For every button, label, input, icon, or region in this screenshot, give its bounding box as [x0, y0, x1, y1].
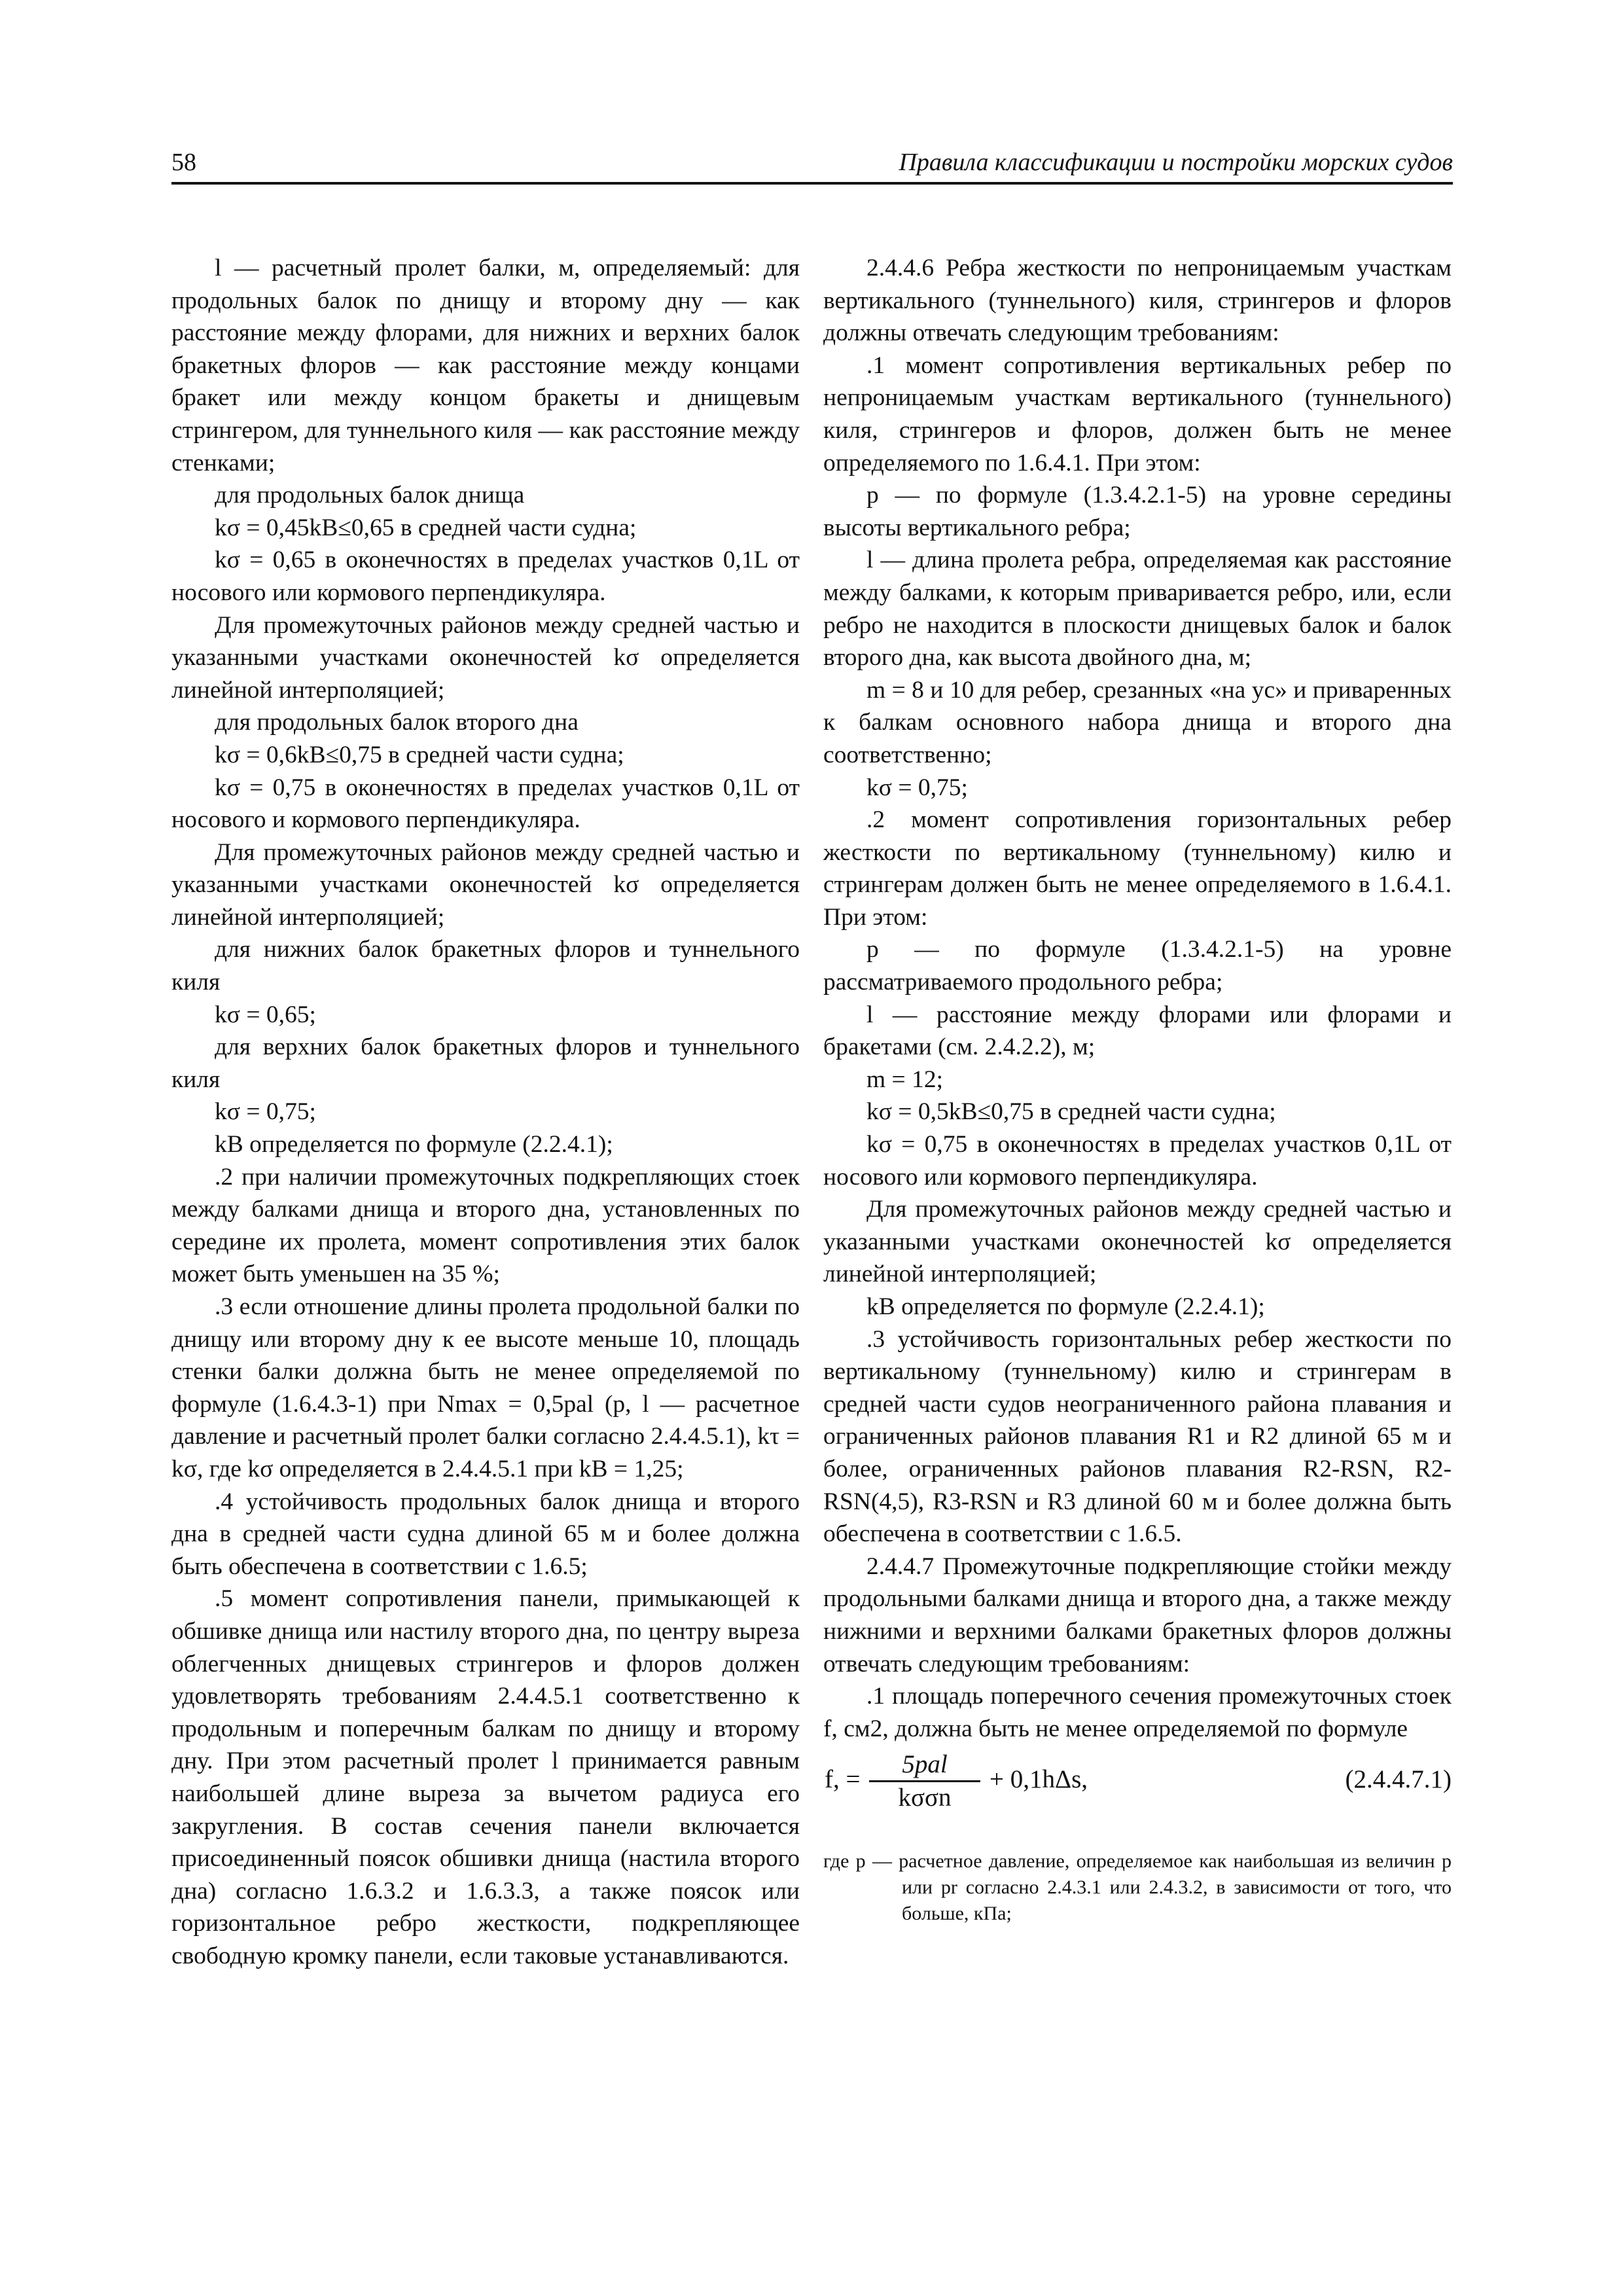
paragraph: для верхних балок бракетных флоров и туннельного киля	[171, 1033, 800, 1093]
paragraph: Для промежуточных районов между средней частью и указанными участками оконечностей kσ определяется линейной интерполяцией;	[171, 838, 800, 931]
paragraph: 2.4.4.6 Ребра жесткости по непроницаемым участкам вертикального (туннельного) киля, стрингеров и флоров должны отвечать следующим требованиям:	[823, 255, 1452, 347]
left-column	[171, 252, 800, 1972]
paragraph: kσ = 0,65;	[215, 1001, 316, 1028]
formula-lhs: f, =	[825, 1765, 861, 1794]
paragraph: kB определяется по формуле (2.2.4.1);	[215, 1131, 613, 1158]
paragraph: .3 если отношение длины пролета продольной балки по днищу или второму дну к ее высоте меньше 10, площадь стенки балки должна быть не менее определяемой по формуле (1.6.4.3-1) при Nmax = 0,5pal (p, l — расчетное давление и расчетный пролет балки согласно 2.4.4.5.1), kτ = kσ, где kσ определяется в 2.4.4.5.1 при kB = 1,25;	[171, 1293, 800, 1482]
paragraph: kσ = 0,75 в оконечностях в пределах участков 0,1L от носового и кормового перпендикуляра.	[171, 774, 800, 834]
formula-rest: + 0,1hΔs,	[990, 1765, 1088, 1794]
paragraph: kσ = 0,75 в оконечностях в пределах участков 0,1L от носового или кормового перпендикуляра.	[823, 1131, 1452, 1191]
formula-denominator: kσσn	[898, 1784, 952, 1812]
paragraph: .4 устойчивость продольных балок днища и второго дна в средней части судна длиной 65 м и более должна быть обеспечена в соответствии с 1.6.5;	[171, 1488, 800, 1580]
paragraph: .2 при наличии промежуточных подкрепляющих стоек между балками днища и второго дна, установленных по середине их пролета, момент сопротивления этих балок может быть уменьшен на 35 %;	[171, 1163, 800, 1288]
paragraph: kσ = 0,65 в оконечностях в пределах участков 0,1L от носового или кормового перпендикуляра.	[171, 547, 800, 606]
running-title: Правила классификации и постройки морских судов	[899, 149, 1453, 176]
paragraph: l — расчетный пролет балки, м, определяемый: для продольных балок по днищу и второму дну — как расстояние между флорами, для нижних и верхних балок бракетных флоров — как расстояние между концами бракет или между концом бракеты и днищевым стрингером, для туннельного киля — как расстояние между стенками;	[171, 255, 800, 476]
paragraph: p — по формуле (1.3.4.2.1-5) на уровне середины высоты вертикального ребра;	[823, 482, 1452, 541]
paragraph: kσ = 0,75;	[866, 774, 968, 801]
paragraph: для продольных балок днища	[215, 482, 525, 509]
formula-fraction	[869, 1749, 980, 1814]
paragraph: kσ = 0,6kB≤0,75 в средней части судна;	[215, 741, 624, 768]
paragraph: .1 площадь поперечного сечения промежуточных стоек f, см2, должна быть не менее определяемой по формуле	[823, 1683, 1452, 1742]
paragraph: .5 момент сопротивления панели, примыкающей к обшивке днища или настилу второго дна, по центру выреза облегченных днищевых стрингеров и флоров должен удовлетворять требованиям 2.4.4.5.1 соответственно к продольным и поперечным балкам по днищу и второму дну. При этом расчетный пролет l принимается равным наибольшей длине выреза за вычетом радиуса его закругления. В состав сечения панели включается присоединенный поясок обшивки днища (настила второго дна) согласно 1.6.3.2 и 1.6.3.3, а также поясок или горизонтальное ребро жесткости, подкрепляющее свободную кромку панели, если таковые устанавливаются.	[171, 1585, 800, 1969]
footnote-text: где p — расчетное давление, определяемое как наибольшая из величин p или pr согласно 2.4.3.1 или 2.4.3.2, в зависимости от того, что больше, кПа;	[823, 1850, 1452, 1925]
paragraph: kσ = 0,75;	[215, 1098, 316, 1126]
paragraph: 2.4.4.7 Промежуточные подкрепляющие стойки между продольными балками днища и второго дна, а также между нижними и верхними балками бракетных флоров должны отвечать следующим требованиям:	[823, 1552, 1452, 1677]
page-number: 58	[171, 149, 196, 176]
paragraph: kσ = 0,5kB≤0,75 в средней части судна;	[866, 1098, 1276, 1126]
paragraph: p — по формуле (1.3.4.2.1-5) на уровне рассматриваемого продольного ребра;	[823, 936, 1452, 996]
paragraph: для продольных балок второго дна	[215, 709, 579, 736]
paragraph: l — длина пролета ребра, определяемая как расстояние между балками, к которым приваривается ребро, или, если ребро не находится в плоскости днищевых балок и балок второго дна, как высота двойного дна, м;	[823, 547, 1452, 672]
footnote	[823, 1848, 1452, 1927]
paragraph: .3 устойчивость горизонтальных ребер жесткости по вертикальному (туннельному) килю и стрингерам в средней части судов неограниченного района плавания и ограниченных районов плавания R1 и R2 длиной 65 м и более, ограниченных районов плавания R2-RSN, R2-RSN(4,5), R3-RSN и R3 длиной 60 м и более должна быть обеспечена в соответствии с 1.6.5.	[823, 1325, 1452, 1548]
page-header	[171, 145, 1453, 185]
paragraph: .2 момент сопротивления горизонтальных ребер жесткости по вертикальному (туннельному) килю и стрингерам должен быть не менее определяемого в 1.6.4.1. При этом:	[823, 806, 1452, 931]
paragraph: Для промежуточных районов между средней частью и указанными участками оконечностей kσ определяется линейной интерполяцией;	[171, 611, 800, 704]
paragraph: m = 8 и 10 для ребер, срезанных «на ус» и приваренных к балкам основного набора днища и второго дна соответственно;	[823, 676, 1452, 768]
paragraph: для нижних балок бракетных флоров и туннельного киля	[171, 936, 800, 996]
paragraph: l — расстояние между флорами или флорами и бракетами (см. 2.4.2.2), м;	[823, 1001, 1452, 1061]
formula-2-4-4-7-1	[823, 1749, 1452, 1834]
formula-numerator: 5pal	[869, 1749, 980, 1782]
paragraph: kB определяется по формуле (2.2.4.1);	[866, 1293, 1265, 1320]
right-column	[823, 252, 1452, 1927]
paragraph: kσ = 0,45kB≤0,65 в средней части судна;	[215, 514, 637, 541]
paragraph: m = 12;	[866, 1066, 943, 1093]
formula-number: (2.4.4.7.1)	[1345, 1765, 1452, 1794]
paragraph: .1 момент сопротивления вертикальных ребер по непроницаемым участкам вертикального (туннельного) киля, стрингеров и флоров, должен быть не менее определяемого по 1.6.4.1. При этом:	[823, 351, 1452, 476]
paragraph: Для промежуточных районов между средней частью и указанными участками оконечностей kσ определяется линейной интерполяцией;	[823, 1196, 1452, 1288]
